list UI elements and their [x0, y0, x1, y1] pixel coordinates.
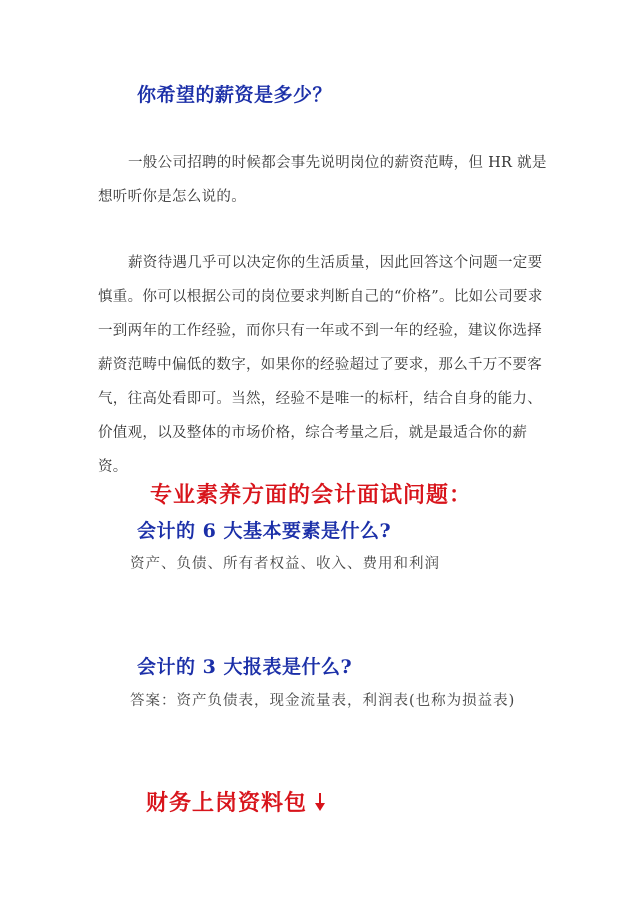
reports-question-title: 会计的 3 大报表是什么? [137, 656, 353, 678]
salary-paragraph-1: 一般公司招聘的时候都会事先说明岗位的薪资范畴，但 HR 就是想听听你是怎么说的。 [98, 155, 547, 205]
salary-question-title: 你希望的薪资是多少？ [137, 84, 333, 106]
elements-answer: 资产、负债、所有者权益、收入、费用和利润 [130, 556, 440, 572]
elements-question-title: 会计的 6 大基本要素是什么? [137, 520, 392, 542]
resource-pack-heading [146, 786, 325, 817]
arrow-down-icon [315, 792, 325, 812]
resource-pack-label: 财务上岗资料包 [146, 790, 308, 816]
reports-answer: 答案：资产负债表，现金流量表，利润表(也称为损益表) [130, 693, 516, 709]
section-title: 专业素养方面的会计面试问题： [150, 482, 473, 508]
salary-paragraph-2: 薪资待遇几乎可以决定你的生活质量，因此回答这个问题一定要慎重。你可以根据公司的岗位要求判断自己的“价格”。比如公司要求一到两年的工作经验，而你只有一年或不到一年的经验，建议你选择薪资范畴中偏低的数字，如果你的经验超过了要求，那么千万不要客气，往高处看即可。当然，经验不是唯一的标杆，结合自身的能力、价值观，以及整体的市场价格，综合考量之后，就是最适合你的薪资。 [98, 255, 543, 475]
